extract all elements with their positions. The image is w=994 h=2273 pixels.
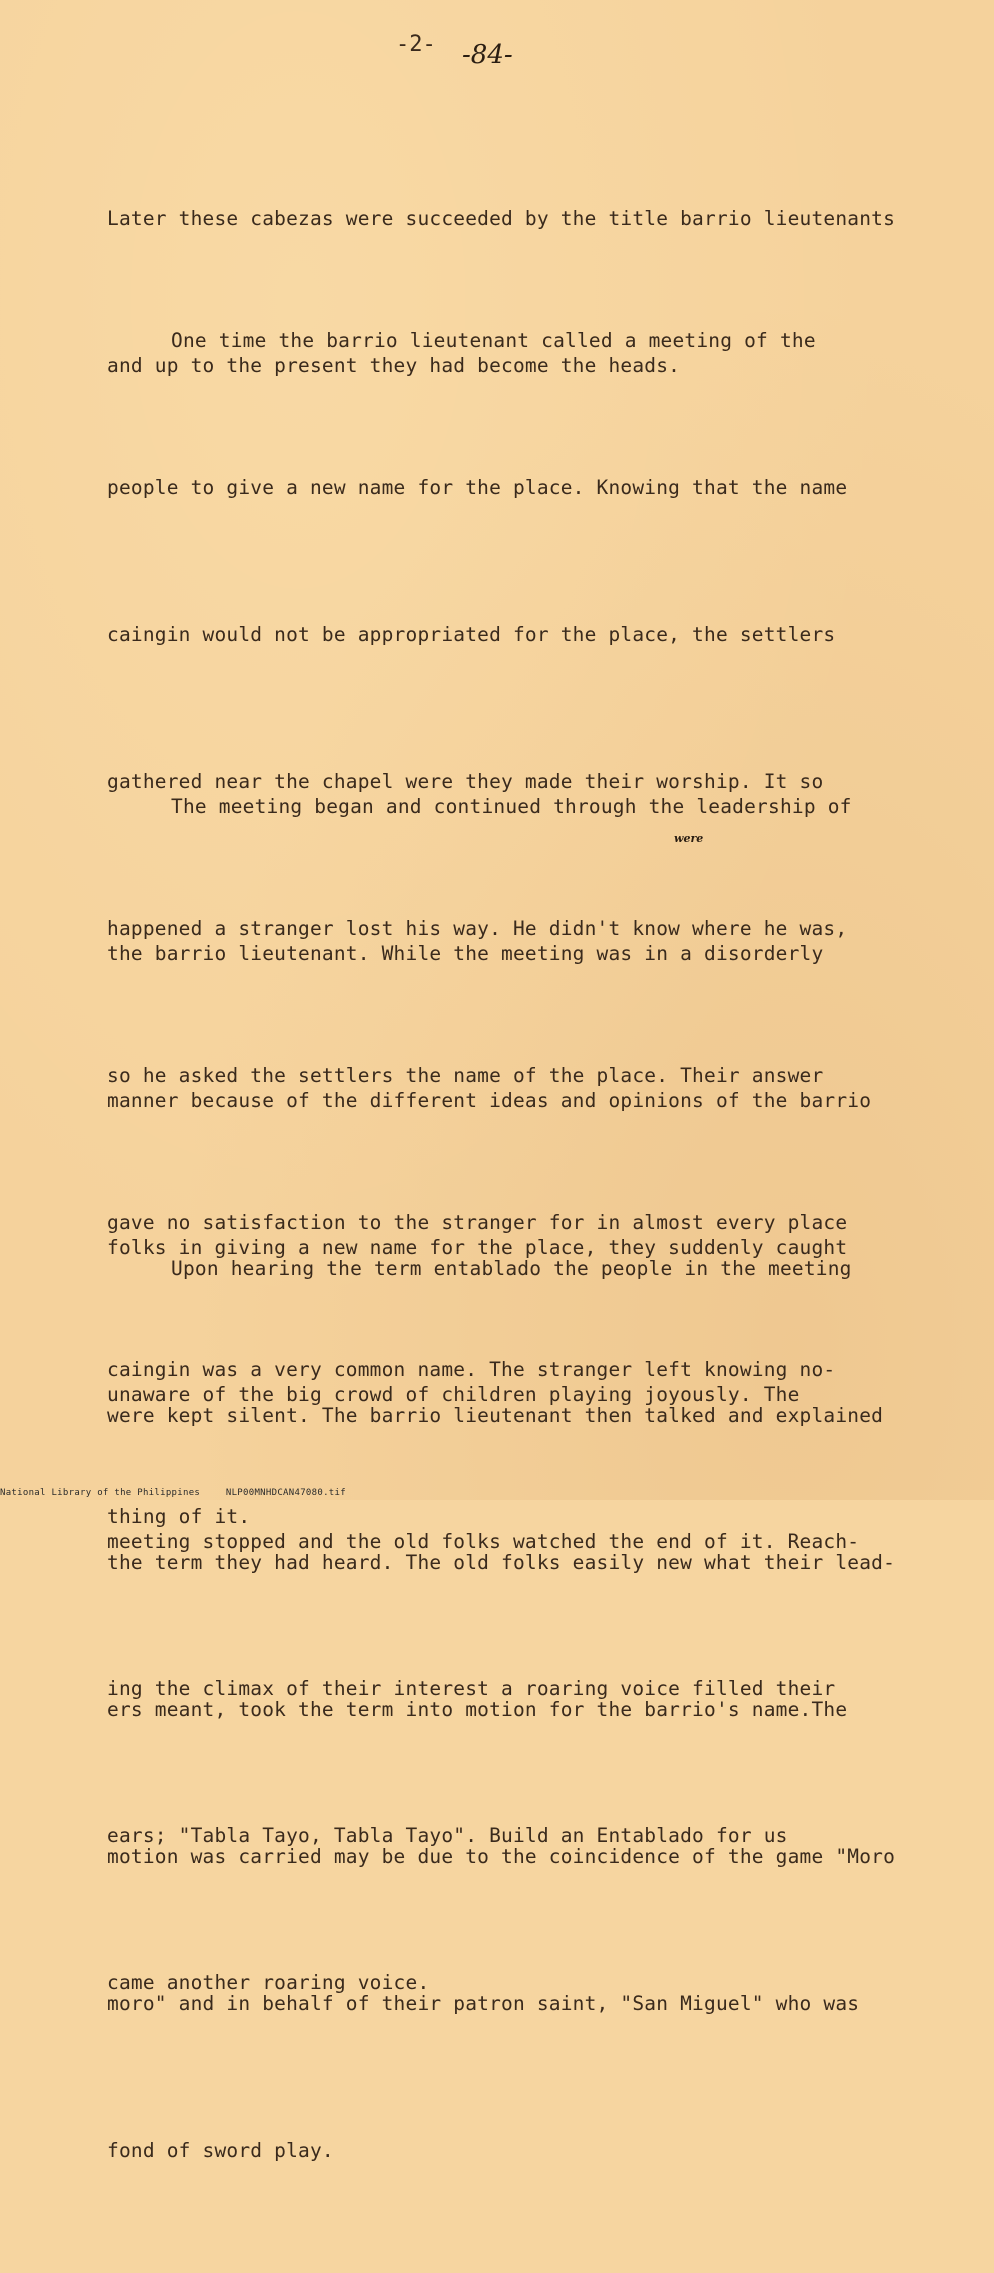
- library-credit: National Library of the Philippines: [0, 1488, 201, 1498]
- text-line: gathered near the chapel were they made their worship. It so: [107, 770, 824, 793]
- text-line: motion was carried may be due to the coincidence of the game "Moro: [107, 1845, 896, 1868]
- text-line: caingin was a very common name. The stranger left knowing no-: [107, 1358, 836, 1381]
- text-line: One time the barrio lieutenant called a meeting of the: [171, 329, 816, 352]
- text-line: came another roaring voice.: [107, 1971, 430, 1994]
- text-line: happened a stranger lost his way. He didn't know where he was,: [107, 917, 848, 940]
- text-line: thing of it.: [107, 1505, 251, 1528]
- text-line: The meeting began and continued through the leadership of: [171, 795, 852, 818]
- text-line: unaware of the big crowd of children playing joyously. The: [107, 1383, 800, 1406]
- text-line: moro" and in behalf of their patron saint, "San Miguel" who was: [107, 1992, 860, 2015]
- text-line: ears; "Tabla Tayo, Tabla Tayo". Build an Entablado for us: [107, 1824, 788, 1847]
- paragraph-4: [107, 1146, 937, 2273]
- text-line: and up to the present they had become the heads.: [107, 354, 681, 377]
- scan-footer: [0, 1488, 366, 1498]
- file-id: NLP00MNHDCAN47080.tif: [225, 1488, 346, 1498]
- text-line: Upon hearing the term entablado the people in the meeting: [171, 1257, 852, 1280]
- text-line: Later these cabezas were succeeded by the title barrio lieutenants: [107, 207, 896, 230]
- text-line: ing the climax of their interest a roaring voice filled their: [107, 1677, 836, 1700]
- page-number-handwritten: -84-: [462, 40, 513, 70]
- text-line: manner because of the different ideas and opinions of the barrio: [107, 1089, 872, 1112]
- text-line: fond of sword play.: [107, 2139, 334, 2162]
- handwritten-insertion: were: [674, 832, 704, 845]
- text-line: people to give a new name for the place. Knowing that the name: [107, 476, 848, 499]
- text-line: ers meant, took the term into motion for the barrio's name.The: [107, 1698, 848, 1721]
- text-line: so he asked the settlers the name of the place. Their answer: [107, 1064, 824, 1087]
- text-line: the barrio lieutenant. While the meeting was in a disorderly: [107, 942, 824, 965]
- text-line: folks in giving a new name for the place, they suddenly caught: [107, 1236, 848, 1259]
- text-line: meeting stopped and the old folks watched the end of it. Reach-: [107, 1530, 860, 1553]
- text-line: gave no satisfaction to the stranger for in almost every place: [107, 1211, 848, 1234]
- text-line: were kept silent. The barrio lieutenant then talked and explained: [107, 1404, 884, 1427]
- text-line: the term they had heard. The old folks easily new what their lead-: [107, 1551, 896, 1574]
- page-number-typed: -2-: [396, 32, 436, 57]
- text-line: caingin would not be appropriated for the place, the settlers: [107, 623, 836, 646]
